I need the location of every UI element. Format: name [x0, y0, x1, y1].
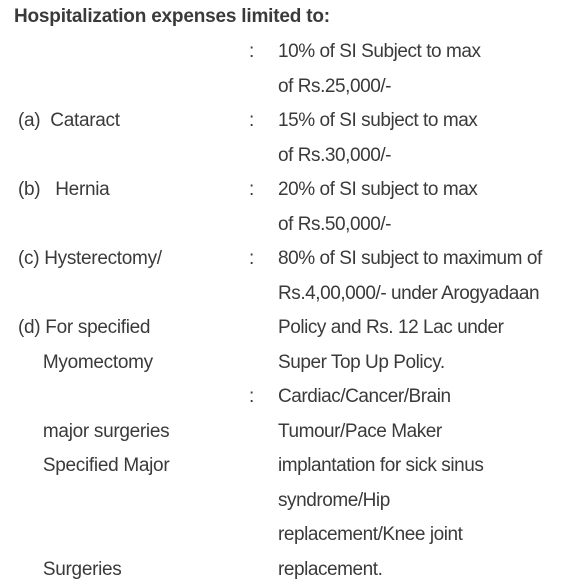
separator-colon: : — [249, 248, 255, 269]
limit-value: Cardiac/Cancer/Brain Tumour/Pace Maker implantation for sick sinus syndrome/Hip replacement/Knee joint replacement. — [278, 386, 484, 580]
section-heading: Hospitalization expenses limited to: — [14, 6, 330, 27]
limit-label: (b) Hernia — [18, 179, 110, 200]
limit-label: (c) Hysterectomy/ Myomectomy — [18, 248, 162, 373]
limit-label: (a) Cataract — [18, 110, 120, 131]
separator-colon: : — [249, 110, 255, 131]
separator-colon: : — [249, 41, 255, 62]
limit-label: (d) For specified major surgeries — [18, 317, 170, 442]
limit-value: 80% of SI subject to maximum of Rs.4,00,000/- under Arogyadaan Policy and Rs. 12 Lac under Super Top Up Policy. — [278, 248, 542, 373]
limit-value: 20% of SI subject to max of Rs.50,000/- — [278, 179, 478, 235]
separator-colon: : — [249, 179, 255, 200]
limit-value: 10% of SI Subject to max of Rs.25,000/- — [278, 41, 481, 97]
limit-value: 15% of SI subject to max of Rs.30,000/- — [278, 110, 478, 166]
separator-colon: : — [249, 386, 255, 407]
limit-label: Specified Major Surgeries — [18, 455, 170, 580]
